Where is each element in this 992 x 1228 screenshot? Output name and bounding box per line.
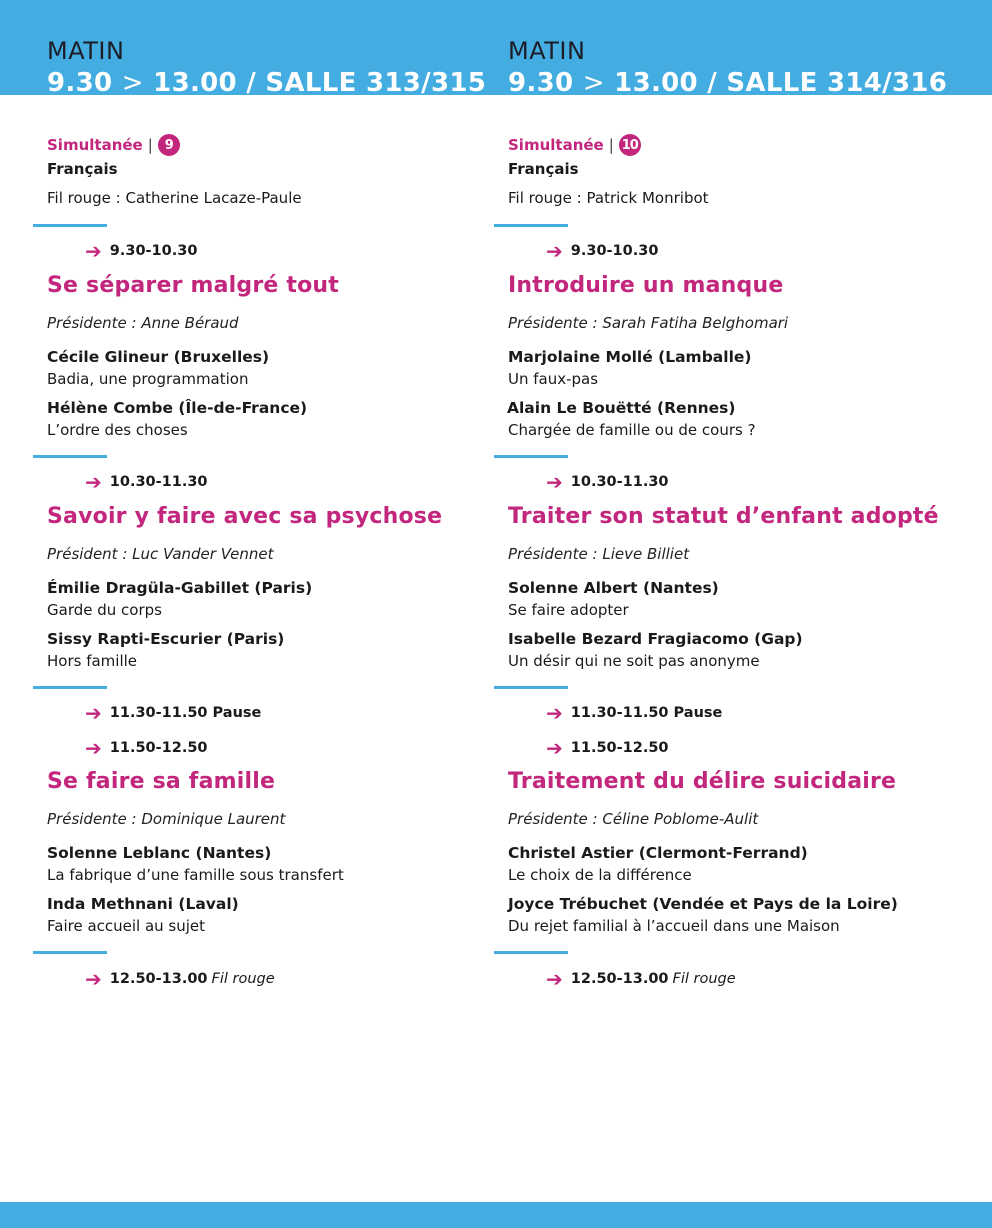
speaker-name: Hélène Combe (Île-de-France): [47, 399, 308, 417]
time-text: 9.30-10.30: [109, 243, 198, 259]
time-slot: [546, 239, 659, 263]
speaker-name: Alain Le Bouëtté (Rennes): [507, 399, 736, 417]
speaker-name: Isabelle Bezard Fragiacomo (Gap): [508, 630, 803, 648]
header-end-room: 13.00 / SALLE 313/315: [153, 68, 487, 98]
divider: [33, 686, 107, 689]
president: Présidente : Sarah Fatiha Belghomari: [508, 314, 789, 332]
arrow-right-icon: ➔: [546, 239, 563, 263]
president: Président : Luc Vander Vennet: [47, 545, 274, 563]
talk-title: Se faire adopter: [508, 601, 629, 619]
speaker-name: Solenne Albert (Nantes): [508, 579, 719, 597]
time-slot: [546, 470, 669, 494]
time-text: 9.30-10.30: [570, 243, 659, 259]
fil-rouge-label: Fil rouge : Patrick Monribot: [508, 189, 709, 207]
simultanee-text: Simultanée: [47, 136, 143, 154]
session-column-left: [0, 0, 487, 1228]
speaker-name: Émilie Dragüla-Gabillet (Paris): [47, 579, 313, 597]
time-slot: [85, 470, 208, 494]
session-column-right: [461, 0, 948, 1228]
arrow-right-icon: ➔: [546, 967, 563, 991]
column-header: [508, 36, 947, 100]
talk-title: Badia, une programmation: [47, 370, 249, 388]
session-title: Introduire un manque: [508, 273, 784, 298]
session-title: Savoir y faire avec sa psychose: [47, 504, 443, 529]
pause-slot: [546, 701, 723, 725]
arrow-right-icon: ➔: [85, 701, 102, 725]
closing-slot: [85, 967, 275, 991]
speaker-name: Christel Astier (Clermont-Ferrand): [508, 844, 808, 862]
talk-title: La fabrique d’une famille sous transfert: [47, 866, 344, 884]
speaker-name: Solenne Leblanc (Nantes): [47, 844, 272, 862]
president: Présidente : Lieve Billiet: [508, 545, 690, 563]
talk-title: Chargée de famille ou de cours ?: [508, 421, 756, 439]
header-time-room: [47, 66, 486, 100]
speaker-name: Inda Methnani (Laval): [47, 895, 239, 913]
divider: [494, 951, 568, 954]
header-separator: >: [582, 68, 605, 98]
session-title: Traitement du délire suicidaire: [508, 769, 897, 794]
session-number-badge: 9: [158, 134, 180, 156]
arrow-right-icon: ➔: [85, 967, 102, 991]
simultanee-separator: |: [608, 136, 614, 154]
column-header: [47, 36, 486, 100]
arrow-right-icon: ➔: [546, 470, 563, 494]
arrow-right-icon: ➔: [85, 736, 102, 760]
time-slot: [85, 736, 208, 760]
speaker-name: Sissy Rapti-Escurier (Paris): [47, 630, 285, 648]
time-text: 11.50-12.50: [570, 740, 669, 756]
pause-text: 11.30-11.50 Pause: [109, 705, 262, 721]
talk-title: Faire accueil au sujet: [47, 917, 206, 935]
closing-label: Fil rouge: [672, 971, 736, 987]
divider: [494, 455, 568, 458]
closing-slot: [546, 967, 736, 991]
language-label: Français: [508, 160, 579, 178]
simultanee-text: Simultanée: [508, 136, 604, 154]
talk-title: Du rejet familial à l’accueil dans une Maison: [508, 917, 840, 935]
closing-label: Fil rouge: [211, 971, 275, 987]
session-title: Se faire sa famille: [47, 769, 276, 794]
talk-title: Hors famille: [47, 652, 138, 670]
time-text: 10.30-11.30: [570, 474, 669, 490]
speaker-name: Marjolaine Mollé (Lamballe): [508, 348, 752, 366]
president: Présidente : Céline Poblome-Aulit: [508, 810, 759, 828]
header-time-room: [508, 66, 947, 100]
speaker-name: Joyce Trébuchet (Vendée et Pays de la Loire): [508, 895, 898, 913]
talk-title: Un faux-pas: [508, 370, 599, 388]
time-text: 12.50-13.00: [109, 971, 208, 987]
session-number-badge: 10: [619, 134, 641, 156]
time-slot: [546, 736, 669, 760]
arrow-right-icon: ➔: [85, 470, 102, 494]
simultanee-label: [47, 134, 180, 156]
fil-rouge-label: Fil rouge : Catherine Lacaze-Paule: [47, 189, 302, 207]
president: Présidente : Dominique Laurent: [47, 810, 286, 828]
divider: [494, 686, 568, 689]
arrow-right-icon: ➔: [546, 701, 563, 725]
time-text: 12.50-13.00: [570, 971, 669, 987]
header-separator: >: [121, 68, 144, 98]
session-title: Se séparer malgré tout: [47, 273, 340, 298]
simultanee-separator: |: [147, 136, 153, 154]
time-text: 10.30-11.30: [109, 474, 208, 490]
pause-slot: [85, 701, 262, 725]
session-title: Traiter son statut d’enfant adopté: [508, 504, 939, 529]
speaker-name: Cécile Glineur (Bruxelles): [47, 348, 270, 366]
header-period: MATIN: [47, 37, 125, 65]
time-slot: [85, 239, 198, 263]
language-label: Français: [47, 160, 118, 178]
president: Présidente : Anne Béraud: [47, 314, 239, 332]
arrow-right-icon: ➔: [546, 736, 563, 760]
divider: [494, 224, 568, 227]
talk-title: L’ordre des choses: [47, 421, 188, 439]
divider: [33, 455, 107, 458]
header-start-time: 9.30: [47, 68, 113, 98]
arrow-right-icon: ➔: [85, 239, 102, 263]
header-start-time: 9.30: [508, 68, 574, 98]
divider: [33, 224, 107, 227]
header-end-room: 13.00 / SALLE 314/316: [614, 68, 948, 98]
talk-title: Un désir qui ne soit pas anonyme: [508, 652, 760, 670]
pause-text: 11.30-11.50 Pause: [570, 705, 723, 721]
talk-title: Garde du corps: [47, 601, 162, 619]
divider: [33, 951, 107, 954]
header-period: MATIN: [508, 37, 586, 65]
simultanee-label: [508, 134, 641, 156]
talk-title: Le choix de la différence: [508, 866, 692, 884]
time-text: 11.50-12.50: [109, 740, 208, 756]
